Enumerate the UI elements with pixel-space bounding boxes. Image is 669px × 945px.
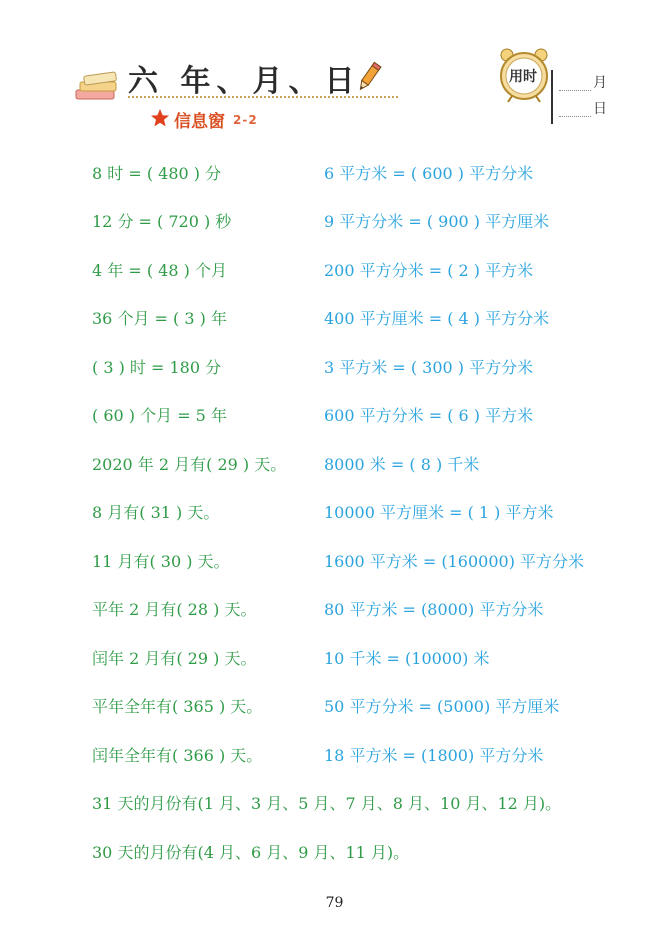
area-conversion: 1600 平方米 = (160000) 平方分米 <box>324 552 585 571</box>
time-conversion: 4 年 = ( 48 ) 个月 <box>92 261 227 280</box>
date-bar <box>551 70 553 124</box>
exercise-row <box>92 597 632 621</box>
exercise-row <box>92 452 632 476</box>
month-label: 月 <box>593 75 607 91</box>
days-fact: 8 月有( 31 ) 天。 <box>92 503 220 522</box>
page-title: 六 年、月、日 <box>128 64 361 99</box>
days-fact: 闰年全年有( 366 ) 天。 <box>92 746 263 765</box>
info-window-label <box>150 107 258 132</box>
length-conversion: 8000 米 = ( 8 ) 千米 <box>324 455 480 474</box>
area-conversion: 6 平方米 = ( 600 ) 平方分米 <box>324 164 534 183</box>
area-conversion: 3 平方米 = ( 300 ) 平方分米 <box>324 358 534 377</box>
month-line <box>559 90 591 91</box>
page-number: 79 <box>325 895 344 911</box>
exercise-row <box>92 549 632 573</box>
days-fact: 11 月有( 30 ) 天。 <box>92 552 230 571</box>
months-31-days-note: 31 天的月份有(1 月、3 月、5 月、7 月、8 月、10 月、12 月)。 <box>92 794 562 813</box>
exercise-row <box>92 161 632 185</box>
star-icon <box>150 108 170 132</box>
months-30-days-note: 30 天的月份有(4 月、6 月、9 月、11 月)。 <box>92 843 410 862</box>
exercise-row <box>92 743 632 767</box>
days-fact: 平年 2 月有( 28 ) 天。 <box>92 600 257 619</box>
area-conversion: 50 平方分米 = (5000) 平方厘米 <box>324 697 560 716</box>
exercise-row <box>92 209 632 233</box>
days-fact: 闰年 2 月有( 29 ) 天。 <box>92 649 257 668</box>
area-conversion: 80 平方米 = (8000) 平方分米 <box>324 600 544 619</box>
time-conversion: ( 3 ) 时 = 180 分 <box>92 358 222 377</box>
alarm-clock-icon <box>498 47 550 107</box>
exercise-row <box>92 500 632 524</box>
info-window-number: 2-2 <box>233 112 258 127</box>
days-fact: 平年全年有( 365 ) 天。 <box>92 697 263 716</box>
exercise-row <box>92 694 632 718</box>
section-header <box>70 44 400 108</box>
swoosh-decoration <box>345 118 357 137</box>
books-icon <box>74 70 124 106</box>
exercise-row <box>92 403 632 427</box>
area-conversion: 400 平方厘米 = ( 4 ) 平方分米 <box>324 309 550 328</box>
day-label: 日 <box>593 101 607 117</box>
days-fact: 2020 年 2 月有( 29 ) 天。 <box>92 455 287 474</box>
area-conversion: 200 平方分米 = ( 2 ) 平方米 <box>324 261 534 280</box>
pencil-icon <box>356 60 382 98</box>
length-conversion: 10 千米 = (10000) 米 <box>324 649 490 668</box>
time-conversion: 36 个月 = ( 3 ) 年 <box>92 309 227 328</box>
exercise-row <box>92 258 632 282</box>
info-window-title: 信息窗 <box>174 112 225 132</box>
time-conversion: 12 分 = ( 720 ) 秒 <box>92 212 232 231</box>
area-conversion: 9 平方分米 = ( 900 ) 平方厘米 <box>324 212 550 231</box>
day-line <box>559 116 591 117</box>
time-conversion: 8 时 = ( 480 ) 分 <box>92 164 222 183</box>
area-conversion: 10000 平方厘米 = ( 1 ) 平方米 <box>324 503 554 522</box>
clock-label: 用时 <box>509 69 537 85</box>
exercise-row <box>92 646 632 670</box>
area-conversion: 600 平方分米 = ( 6 ) 平方米 <box>324 406 534 425</box>
date-field <box>551 70 621 126</box>
time-conversion: ( 60 ) 个月 = 5 年 <box>92 406 227 425</box>
area-conversion: 18 平方米 = (1800) 平方分米 <box>324 746 544 765</box>
exercise-row <box>92 306 632 330</box>
exercise-row <box>92 355 632 379</box>
